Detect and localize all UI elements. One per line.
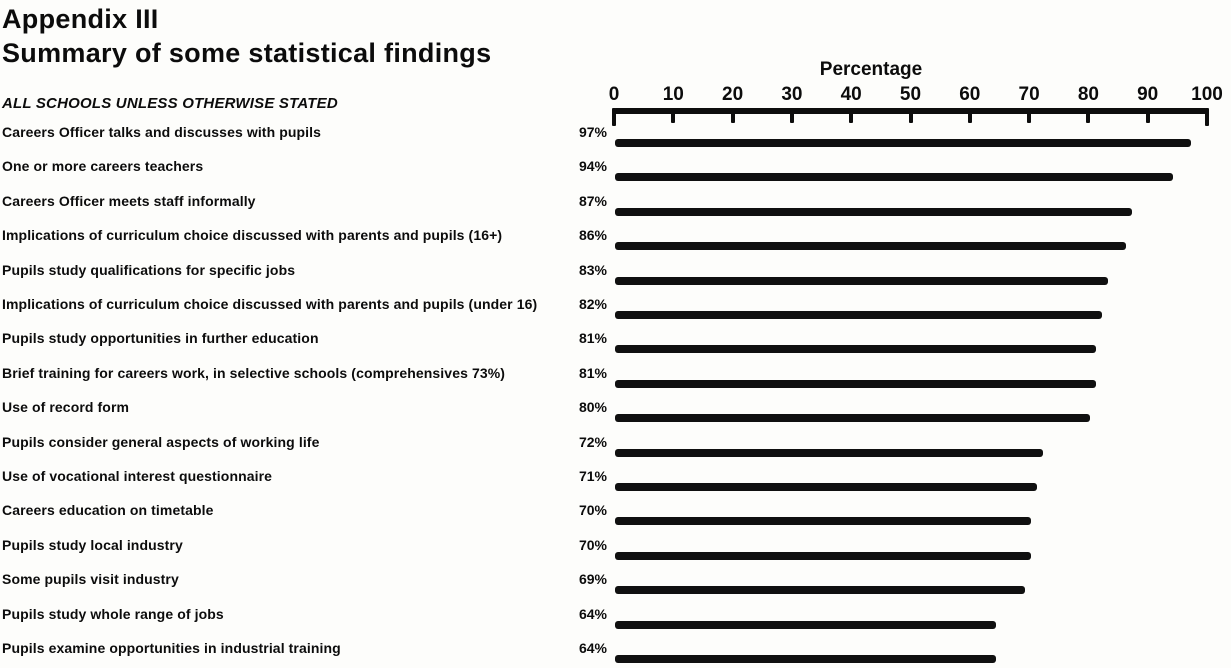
bar [615,242,1126,250]
bar [615,173,1173,181]
category-label: Implications of curriculum choice discussed with parents and pupils (16+) [2,227,503,244]
bar [615,311,1102,319]
x-axis-tick-mark [1146,108,1150,123]
value-label: 69% [578,571,607,588]
x-axis-tick-mark [1086,108,1090,123]
x-axis-tick-mark [1027,108,1031,123]
value-label: 81% [578,330,607,347]
x-axis-tick-label: 90 [1137,84,1159,105]
bar [615,345,1096,353]
bar [615,449,1043,457]
bar [615,586,1025,594]
x-axis-tick-label: 40 [840,84,862,105]
page-title: Summary of some statistical findings [2,38,492,68]
value-label: 80% [578,399,607,416]
category-label: Careers Officer meets staff informally [2,192,256,209]
bar [615,552,1031,560]
x-axis-title: Percentage [819,59,923,80]
value-label: 94% [578,158,607,175]
bar [615,655,996,663]
value-label: 82% [578,296,607,312]
x-axis-tick-label: 80 [1077,84,1099,105]
category-label: Pupils study qualifications for specific jobs [2,261,296,278]
bar [615,380,1096,388]
value-label: 64% [578,640,607,656]
x-axis-tick-label: 30 [781,84,803,105]
category-label: Pupils examine opportunities in industrial training [2,640,341,656]
value-label: 72% [578,433,607,450]
value-label: 86% [578,227,607,244]
category-label: One or more careers teachers [2,158,204,175]
value-label: 81% [578,364,607,381]
bar [615,208,1132,216]
category-label: Pupils study local industry [2,536,183,553]
value-label: 97% [578,124,607,140]
x-axis-tick-mark [849,108,853,123]
x-axis-tick-label: 70 [1018,84,1040,105]
x-axis-tick-mark [612,108,616,126]
x-axis-tick-mark [909,108,913,123]
x-axis-tick-mark [968,108,972,123]
value-label: 70% [578,502,607,519]
value-label: 87% [578,192,607,209]
x-axis-tick-label: 10 [662,84,684,105]
value-label: 64% [578,605,607,622]
category-label: Pupils study whole range of jobs [2,605,224,622]
category-label: Use of vocational interest questionnaire [2,468,273,484]
x-axis-tick-label: 100 [1191,84,1223,105]
x-axis-tick-label: 50 [899,84,922,105]
value-label: 83% [578,261,607,278]
x-axis-tick-label: 0 [608,84,620,105]
bar [615,414,1090,422]
category-label: Pupils study opportunities in further education [2,330,319,347]
x-axis-tick-mark [790,108,794,123]
bar [615,277,1108,285]
bar [615,483,1037,491]
appendix-heading: Appendix III [2,4,159,34]
bar [615,139,1191,147]
category-label: Brief training for careers work, in selective schools (comprehensives 73%) [2,364,506,381]
category-label: Use of record form [2,399,130,416]
category-label: Some pupils visit industry [2,571,179,588]
x-axis-tick-mark [731,108,735,123]
category-label: Pupils consider general aspects of working life [2,433,320,450]
category-label: Careers Officer talks and discusses with pupils [2,124,322,140]
x-axis-tick-label: 60 [959,84,981,105]
x-axis-tick-mark [671,108,675,123]
category-label: Careers education on timetable [2,502,214,519]
x-axis-tick-mark [1205,108,1209,126]
bar [615,621,996,629]
bar [615,517,1031,525]
value-label: 71% [578,468,607,484]
scope-note: ALL SCHOOLS UNLESS OTHERWISE STATED [2,95,338,112]
value-label: 70% [578,536,607,553]
x-axis-tick-label: 20 [722,84,744,105]
category-label: Implications of curriculum choice discussed with parents and pupils (under 16) [2,296,538,312]
